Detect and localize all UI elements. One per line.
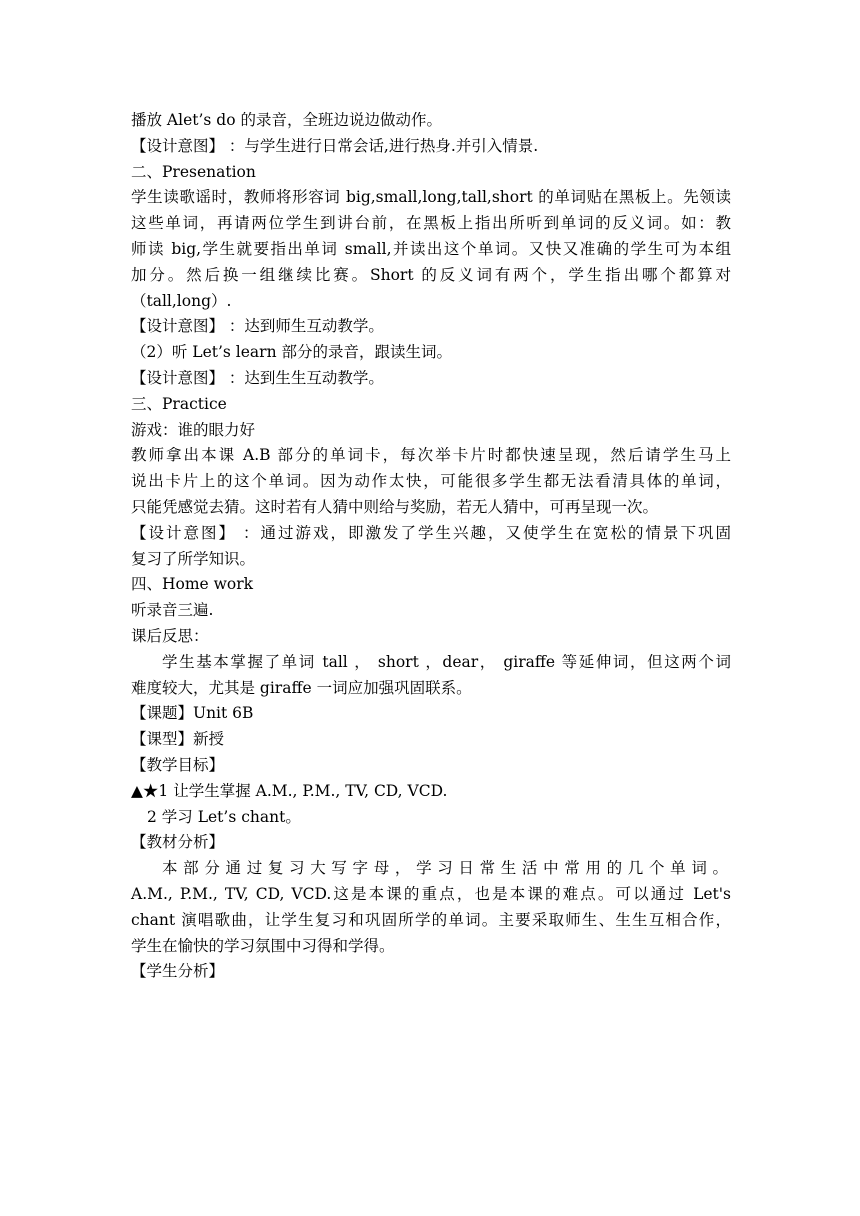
student-analysis-heading: 【学生分析】	[131, 962, 225, 981]
design-intent-line: 【设计意图】 ：通过游戏，即激发了学生兴趣，又使学生在宽松的情景下巩固	[131, 523, 731, 542]
section-heading-practice: 三、Practice	[131, 394, 227, 413]
text-line: 这些单词，再请两位学生到讲台前，在黑板上指出所听到单词的反义词。如：教	[131, 214, 731, 233]
design-intent-line: 【设计意图】 ：与学生进行日常会话,进行热身.并引入情景.	[131, 136, 539, 155]
text-line: （tall,long）.	[131, 291, 232, 310]
text-line: 播放 Alet’s do 的录音，全班边说边做动作。	[131, 111, 442, 129]
lesson-topic: 【课题】Unit 6B	[131, 704, 254, 723]
document-body	[131, 108, 731, 985]
text-line: 难度较大，尤其是 giraffe 一词应加强巩固联系。	[131, 678, 472, 697]
text-line: 学生读歌谣时，教师将形容词 big,small,long,tall,short 的单词贴在黑板上。先领读	[131, 188, 731, 207]
text-line: 只能凭感觉去猜。这时若有人猜中则给与奖励，若无人猜中，可再呈现一次。	[131, 497, 659, 516]
material-analysis-heading: 【教材分析】	[131, 833, 225, 852]
text-line: chant 演唱歌曲，让学生复习和巩固所学的单词。主要采取师生、生生互相合作，	[131, 910, 731, 929]
text-line: A.M., P.M., TV, CD, VCD.这是本课的重点，也是本课的难点。可以通过 Let's	[131, 884, 731, 903]
text-line: 学生在愉快的学习氛围中习得和学得。	[131, 936, 395, 955]
design-intent-line: 【设计意图】 ：达到生生互动教学。	[131, 368, 384, 387]
teaching-goals-heading: 【教学目标】	[131, 755, 225, 774]
lesson-type: 【课型】新授	[131, 730, 225, 749]
text-line: 游戏：谁的眼力好	[131, 420, 256, 439]
text-line: 教师拿出本课 A.B 部分的单词卡，每次举卡片时都快速呈现，然后请学生马上	[131, 446, 731, 465]
section-heading-homework: 四、Home work	[131, 575, 254, 594]
text-line: （2）听 Let’s learn 部分的录音，跟读生词。	[131, 343, 452, 362]
teaching-goal-2: 2 学习 Let’s chant。	[147, 807, 301, 826]
design-intent-line: 【设计意图】 ：达到师生互动教学。	[131, 317, 384, 336]
text-line: 学生基本掌握了单词 tall ， short ，dear， giraffe 等延伸词，但这两个词	[162, 652, 731, 671]
text-line: 本部分通过复习大写字母，学习日常生活中常用的几个单词。	[162, 859, 731, 878]
reflection-heading: 课后反思：	[131, 626, 209, 645]
teaching-goal-1: ▲★1 让学生掌握 A.M., P.M., TV, CD, VCD.	[131, 781, 448, 800]
text-line: 说出卡片上的这个单词。因为动作太快，可能很多学生都无法看清具体的单词，	[131, 472, 731, 491]
section-heading-presentation: 二、Presenation	[131, 162, 256, 181]
text-line: 听录音三遍.	[131, 601, 214, 620]
text-line: 复习了所学知识。	[131, 549, 256, 568]
text-line: 师读 big,学生就要指出单词 small,并读出这个单词。又快又准确的学生可为本组	[131, 239, 731, 258]
text-line: 加分。然后换一组继续比赛。Short 的反义词有两个，学生指出哪个都算对	[131, 265, 731, 284]
